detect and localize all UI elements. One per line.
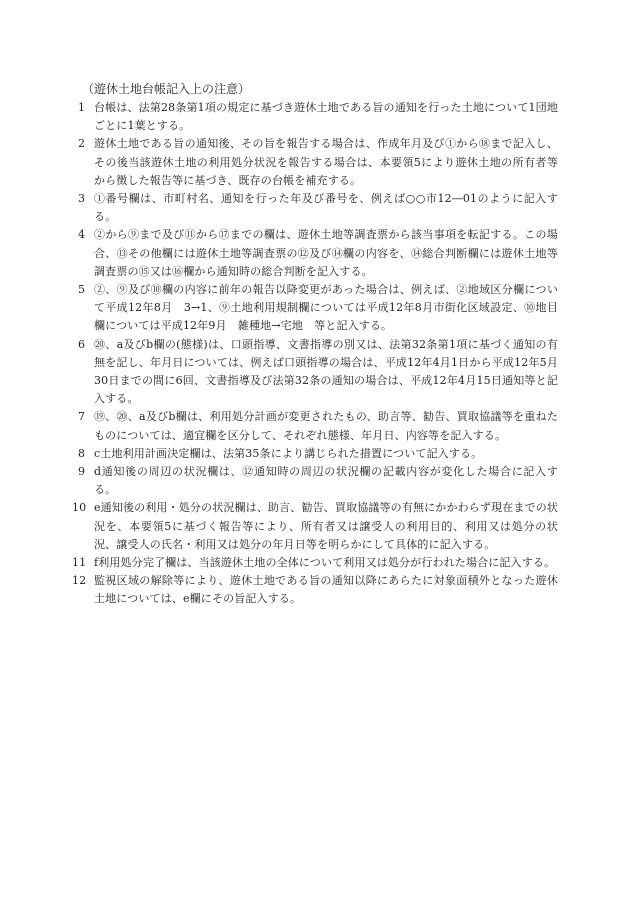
item-text: e通知後の利用・処分の状況欄は、助言、勧告、買取協議等の有無にかかわらず現在までの状況を、本要領5に基づく報告等により、所有者又は譲受人の利用目的、利用又は処分の状況、譲受人の氏名・利用又は処分の年月日等を明らかにして具体的に記入する。 [94, 501, 558, 551]
list-item [78, 408, 558, 444]
list-item [78, 135, 558, 190]
item-number: 4 [78, 228, 86, 242]
item-text: c土地利用計画決定欄は、法第35条により講じられた措置について記入する。 [94, 446, 483, 460]
list-item [72, 554, 558, 572]
item-text: ⑳、a及びb欄の(態様)は、口頭指導、文書指導の別又は、法第32条第1項に基づく通知の有無を記し、年月日については、例えば口頭指導の場合は、平成12年4月1日から平成12年5月30日までの間に6回、文書指導及び法第32条の通知の場合は、平成12年4月15日通知等と記入する。 [94, 337, 558, 406]
list-item [78, 281, 558, 336]
list-item [72, 572, 558, 608]
item-number: 12 [72, 574, 87, 588]
item-number: 2 [78, 137, 86, 151]
list-item [78, 463, 558, 499]
item-text: 遊休土地である旨の通知後、その旨を報告する場合は、作成年月及び①から⑱まで記入し、その後当該遊休土地の利用処分状況を報告する場合は、本要領5により遊休土地の所有者等から徴した報告等に基づき、既存の台帳を補充する。 [94, 137, 558, 187]
list-item [72, 499, 558, 554]
item-number: 11 [72, 556, 87, 570]
item-text: ①番号欄は、市町村名、通知を行った年及び番号を、例えば○○市12―01のように記入する。 [94, 192, 558, 224]
list-item [78, 445, 558, 463]
item-number: 6 [78, 337, 86, 351]
item-text: 監視区域の解除等により、遊休土地である旨の通知以降にあらたに対象面積外となった遊休土地については、e欄にその旨記入する。 [94, 574, 558, 606]
notes-list [72, 99, 558, 609]
item-text: f利用処分完了欄は、当該遊休土地の全体について利用又は処分が行われた場合に記入する。 [94, 556, 556, 570]
item-number: 1 [78, 101, 86, 114]
item-text: 台帳は、法第28条第1項の規定に基づき遊休土地である旨の通知を行った土地について1団地ごとに1葉とする。 [94, 101, 558, 133]
document-title: （遊休土地台帳記入上の注意） [82, 82, 251, 96]
item-text: d通知後の周辺の状況欄は、⑫通知時の周辺の状況欄の記載内容が変化した場合に記入する。 [94, 465, 558, 497]
list-item [78, 226, 558, 281]
list-item [78, 190, 558, 226]
item-number: 10 [72, 501, 87, 515]
item-number: 5 [78, 283, 86, 297]
item-number: 7 [78, 410, 86, 424]
list-item [78, 336, 558, 409]
item-number: 9 [78, 465, 86, 479]
item-number: 3 [78, 192, 86, 206]
item-text: ②から⑨まで及び⑪から⑰までの欄は、遊休土地等調査票から該当事項を転記する。この場合、⑬その他欄には遊休土地等調査票の⑫及び⑭欄の内容を、⑭総合判断欄には遊休土地等調査票の⑮又は⑯欄から通知時の総合判断を記入する。 [94, 228, 558, 278]
item-text: ②、⑨及び⑩欄の内容に前年の報告以降変更があった場合は、例えば、②地域区分欄について平成12年8月 3→1、⑨土地利用規制欄については平成12年8月市街化区域設定、⑩地目欄については平成12年9月 雑種地→宅地 等と記入する。 [94, 283, 558, 333]
item-number: 8 [78, 446, 86, 460]
list-item [78, 99, 558, 135]
item-text: ⑲、⑳、a及びb欄は、利用処分計画が変更されたもの、助言等、勧告、買取協議等を重ねたものについては、適宜欄を区分して、それぞれ態様、年月日、内容等を記入する。 [94, 410, 558, 442]
